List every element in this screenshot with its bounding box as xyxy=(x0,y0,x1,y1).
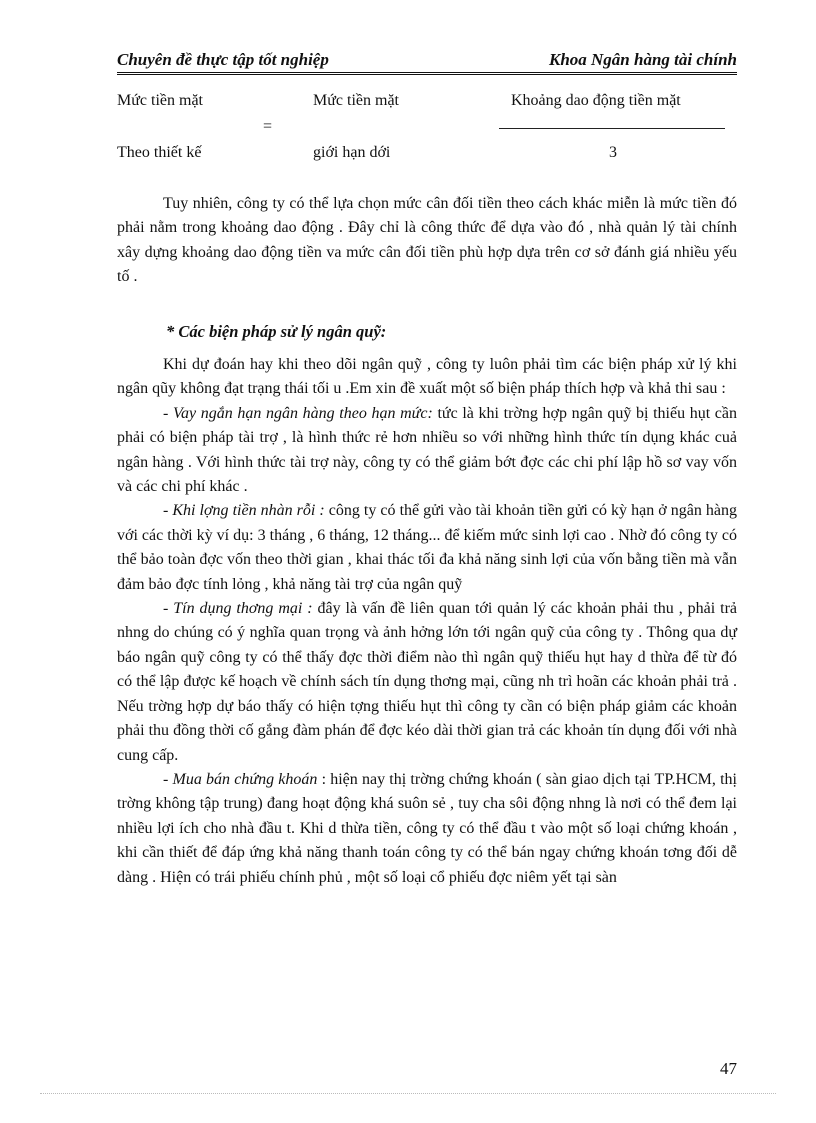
item-text: : hiện nay thị trờng chứng khoán ( sàn giao dịch tại TP.HCM, thị trờng không tập trung) đang hoạt động khá suôn sẻ , tuy cha sôi động nhng là nơi có thể đem lại nhiều lợi ích cho nhà đầu t. Khi d thừa tiền, công ty có thể đầu t vào một số loại chứng khoán , khi cần thiết để đáp ứng khả năng thanh toán công ty có thể bán ngay chứng khoán tơng đối dễ dàng . Hiện có trái phiếu chính phủ , một số loại cổ phiếu đợc niêm yết tại sàn xyxy=(117,770,737,886)
paragraph-intro xyxy=(117,192,737,290)
section-body xyxy=(117,353,737,890)
page-bottom-rule xyxy=(40,1093,776,1094)
item-text: công ty có thể gửi vào tài khoản tiền gửi có kỳ hạn ở ngân hàng với các thời kỳ ví dụ: 3 tháng , 6 tháng, 12 tháng... để kiếm mức sinh lợi cao . Nhờ đó công ty có thể bảo toàn đợc vốn theo thời gian , khai thác tối đa khả năng sinh lợi của vốn bằng tiền mà vẫn đảm bảo đợc tính lỏng , khả năng tài trợ của ngân quỹ xyxy=(117,502,738,593)
list-item xyxy=(117,768,737,890)
page-header xyxy=(117,50,737,72)
paragraph-text: Tuy nhiên, công ty có thể lựa chọn mức cân đối tiền theo cách khác miễn là mức tiền đó phải nằm trong khoảng dao động . Đây chỉ là công thức để dựa vào đó , nhà quản lý tài chính xây dựng khoảng dao động tiền va mức cân đối tiền phù hợp dựa trên cơ sở đánh giá nhiều yếu tố . xyxy=(117,195,737,286)
list-item xyxy=(117,597,737,768)
formula-mid-bottom: giới hạn dới xyxy=(313,144,391,161)
formula-numerator: Khoảng dao động tiền mặt xyxy=(511,92,681,109)
formula-mid-top: Mức tiền mặt xyxy=(313,92,399,109)
item-text: tức là khi trờng hợp ngân quỹ bị thiếu hụt cần phải có biện pháp tài trợ , là hình thức rẻ hơn nhiều so với những hình thức tín dụng khác cuả ngân hàng . Với hình thức tài trợ này, công ty có thể giảm bớt đợc các chi phí lập hồ sơ vay vốn và các chi phí khác . xyxy=(117,404,738,496)
item-lead: - Vay ngắn hạn ngân hàng theo hạn mức: xyxy=(163,404,433,422)
header-rule xyxy=(117,72,737,75)
item-lead: - Khi lợng tiền nhàn rỗi : xyxy=(163,502,325,520)
item-text: đây là vấn đề liên quan tới quản lý các khoản phải thu , phải trả nhng do chúng có ý nghĩa quan trọng và ảnh hởng lớn tới ngân quỹ của công ty . Thông qua dự báo ngân quỹ công ty có thể thấy đợc thời điểm nào thì ngân quỹ thiếu hụt hay d thừa để từ đó có thể lập được kế hoạch về chính sách tín dụng thơng mại, cũng nh trì hoãn các khoản phải trả . Nếu trờng hợp dự báo thấy có hiện tợng thiếu hụt thì công ty cần có biện pháp giảm các khoản phải thu đồng thời cố gắng đàm phán để đợc kéo dài thời gian trả các khoản tín dụng đối với nhà cung cấp. xyxy=(117,600,737,764)
page-number: 47 xyxy=(720,1059,737,1078)
formula-equals: = xyxy=(263,118,273,135)
item-lead: - Mua bán chứng khoán xyxy=(163,770,318,788)
header-left-title: Chuyên đề thực tập tốt nghiệp xyxy=(117,50,329,69)
header-right-title: Khoa Ngân hàng tài chính xyxy=(548,50,737,69)
formula-denominator: 3 xyxy=(609,144,617,161)
formula-lhs-bottom: Theo thiết kế xyxy=(117,144,202,161)
list-item xyxy=(117,499,737,597)
fraction-line xyxy=(499,128,725,129)
cash-balance-formula xyxy=(117,88,737,168)
item-lead: - Tín dụng thơng mại : xyxy=(163,600,313,618)
formula-lhs-top: Mức tiền mặt xyxy=(117,92,203,109)
list-item xyxy=(117,402,737,500)
paragraph-text: Khi dự đoán hay khi theo dõi ngân quỹ , công ty luôn phải tìm các biện pháp xử lý khi ngân qũy không đạt trạng thái tối u .Em xin đề xuất một số biện pháp thích hợp và khả thi sau : xyxy=(117,356,737,398)
section-heading: * Các biện pháp sử lý ngân quỹ: xyxy=(166,322,387,341)
